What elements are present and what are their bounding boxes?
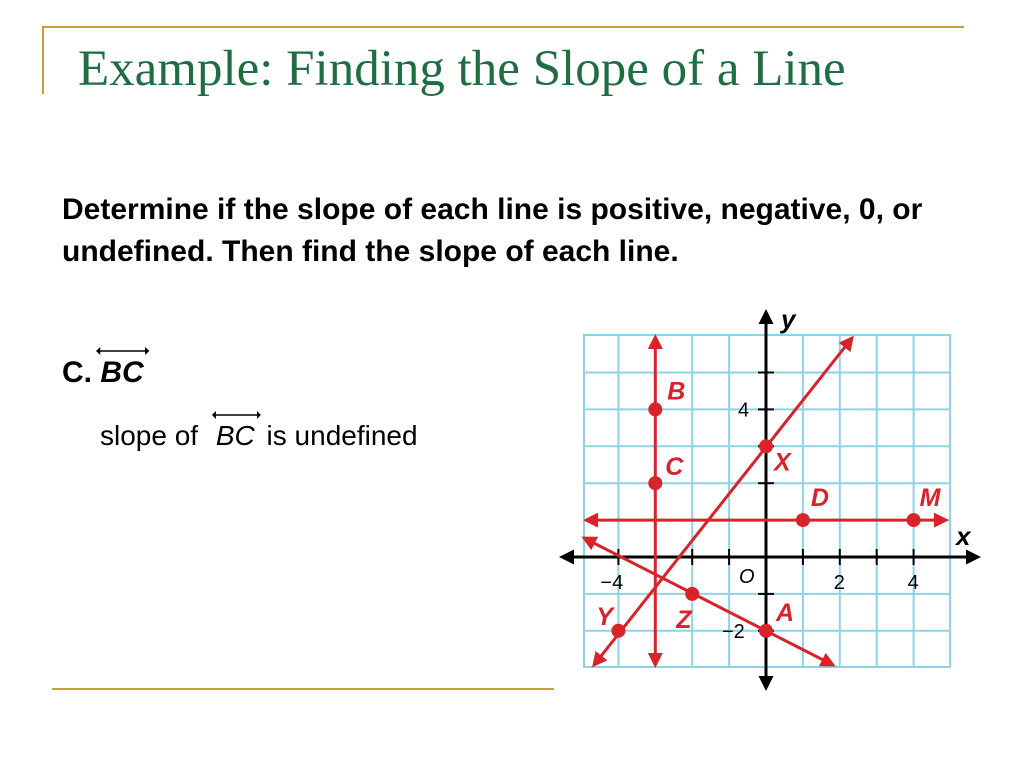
double-arrow-icon (212, 410, 261, 420)
instructions-text: Determine if the slope of each line is positive, negative, 0, or undefined. Then find the slope of each line. (62, 193, 923, 268)
top-rule (42, 26, 964, 28)
point-b (648, 402, 662, 416)
point-label-a: A (776, 598, 795, 627)
point-label-c: C (665, 453, 684, 482)
segment-label: BC (215, 420, 255, 451)
point-a (759, 624, 773, 638)
y-tick-label: 4 (738, 399, 750, 422)
answer-line (100, 420, 418, 452)
left-rule (42, 26, 44, 94)
origin-label: O (739, 566, 755, 588)
segment-notation (216, 420, 255, 452)
segment-notation (100, 356, 143, 390)
x-tick-label: −4 (600, 572, 624, 594)
coordinate-graph (554, 304, 1004, 694)
segment-label: BC (100, 356, 144, 389)
point-label-d: D (810, 484, 829, 513)
point-m (907, 513, 921, 527)
point-z (685, 587, 699, 601)
item-c (62, 356, 144, 390)
point-label-z: Z (676, 605, 692, 634)
x-axis-label: x (956, 521, 971, 551)
item-prefix: C. (62, 356, 92, 389)
slide-title: Example: Finding the Slope of a Line (78, 41, 846, 97)
point-c (648, 476, 662, 490)
answer-after: is undefined (266, 420, 418, 451)
y-tick-label: −2 (722, 620, 745, 643)
answer-before: slope of (100, 420, 199, 451)
point-label-x: X (774, 448, 791, 477)
x-tick-label: 4 (907, 572, 919, 594)
x-tick-label: 2 (833, 572, 845, 594)
double-arrow-icon (96, 346, 149, 356)
y-axis-label: y (781, 304, 796, 334)
point-x (759, 439, 773, 453)
bottom-rule (52, 688, 554, 690)
point-label-y: Y (596, 602, 614, 631)
point-label-b: B (667, 377, 686, 406)
point-d (796, 513, 810, 527)
point-y (611, 624, 625, 638)
point-label-m: M (919, 484, 941, 513)
